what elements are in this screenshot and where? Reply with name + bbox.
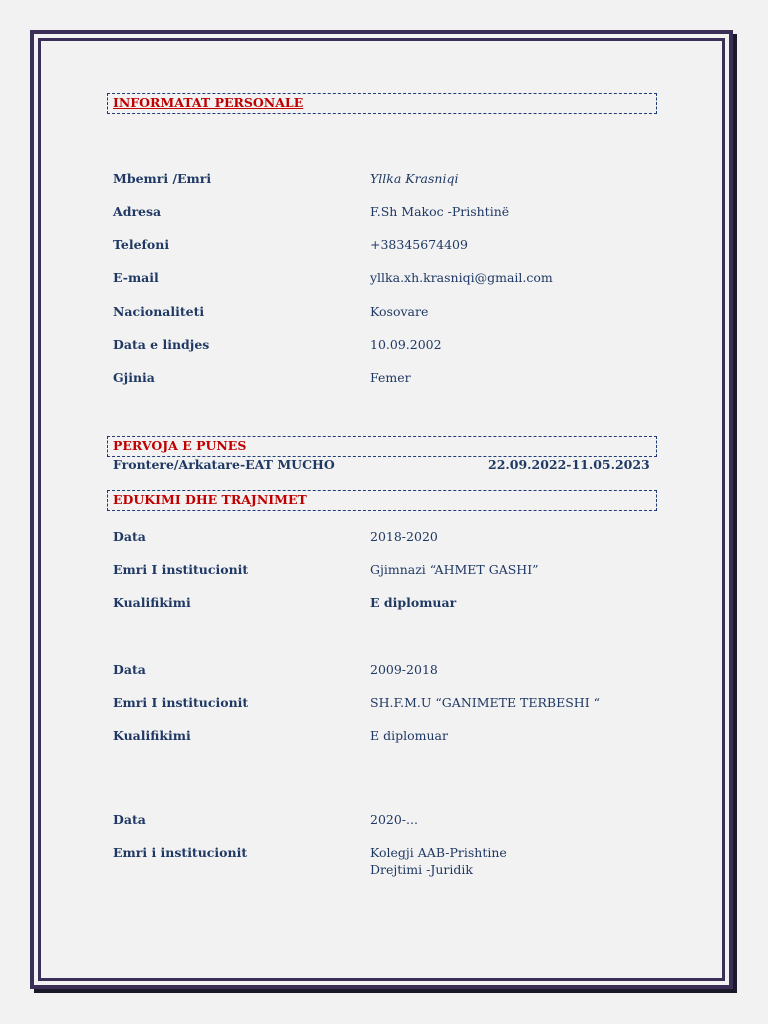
- edu2-date: 2009-2018: [370, 662, 438, 677]
- edu3-inst: Kolegji AAB-Prishtine: [370, 845, 507, 860]
- label-address: Adresa: [113, 204, 162, 219]
- label-phone: Telefoni: [113, 237, 170, 252]
- value-gender: Femer: [370, 370, 411, 385]
- value-email: yllka.xh.krasniqi@gmail.com: [370, 270, 553, 285]
- value-phone: +38345674409: [370, 237, 468, 252]
- value-birthdate: 10.09.2002: [370, 337, 442, 352]
- edu1-inst: Gjimnazi “AHMET GASHI”: [370, 562, 539, 577]
- edu1-date: 2018-2020: [370, 529, 438, 544]
- value-name: Yllka Krasniqi: [370, 171, 459, 186]
- value-address: F.Sh Makoc -Prishtinë: [370, 204, 510, 219]
- label-email: E-mail: [113, 270, 159, 285]
- edu2-date-label: Data: [113, 662, 146, 677]
- work-period: 22.09.2022-11.05.2023: [488, 457, 650, 472]
- section-work-header: [107, 436, 657, 457]
- label-gender: Gjinia: [113, 370, 155, 385]
- section-education-header: [107, 490, 657, 511]
- section-title: INFORMATAT PERSONALE: [113, 95, 304, 110]
- edu2-inst: SH.F.M.U “GANIMETE TERBESHI “: [370, 695, 601, 710]
- edu3-inst-label: Emri i institucionit: [113, 845, 248, 860]
- edu2-qual: E diplomuar: [370, 728, 448, 743]
- edu2-qual-label: Kualifikimi: [113, 728, 191, 743]
- section-title: PERVOJA E PUNES: [113, 438, 247, 453]
- edu3-date: 2020-...: [370, 812, 418, 827]
- edu3-date-label: Data: [113, 812, 146, 827]
- edu1-inst-label: Emri I institucionit: [113, 562, 249, 577]
- section-personal-header: [107, 93, 657, 114]
- edu1-qual-label: Kualifikimi: [113, 595, 191, 610]
- label-name: Mbemri /Emri: [113, 171, 212, 186]
- work-position: Frontere/Arkatare-EAT MUCHO: [113, 457, 335, 472]
- edu3-inst-line2: Drejtimi -Juridik: [370, 862, 473, 877]
- label-nationality: Nacionaliteti: [113, 304, 205, 319]
- edu1-qual: E diplomuar: [370, 595, 457, 610]
- edu2-inst-label: Emri I institucionit: [113, 695, 249, 710]
- label-birthdate: Data e lindjes: [113, 337, 210, 352]
- edu1-date-label: Data: [113, 529, 146, 544]
- value-nationality: Kosovare: [370, 304, 429, 319]
- section-title: EDUKIMI DHE TRAJNIMET: [113, 492, 307, 507]
